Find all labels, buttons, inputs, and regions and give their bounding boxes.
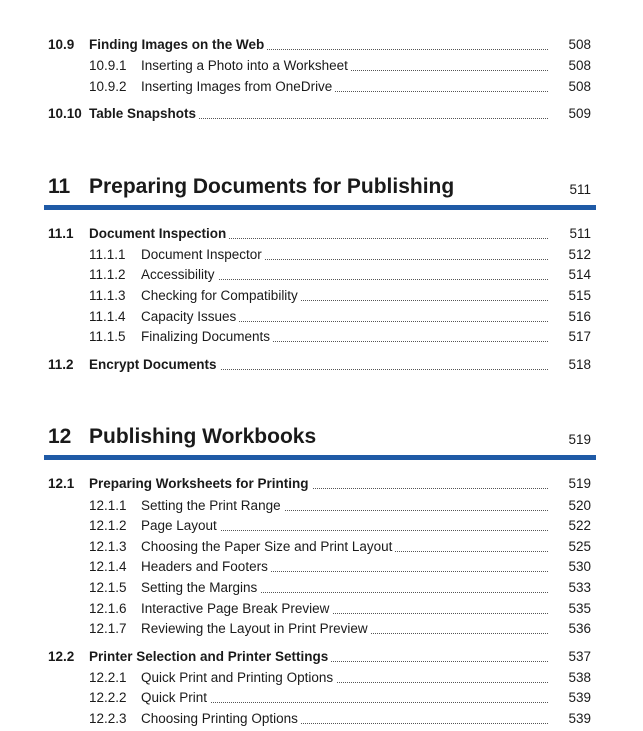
section-number: 12.2.1 (89, 670, 127, 685)
section-title: Page Layout (141, 518, 220, 533)
toc-entry-10-9-2[interactable] (0, 79, 643, 99)
section-title: Table Snapshots (89, 106, 199, 121)
page-number: 511 (569, 226, 591, 241)
section-title: Encrypt Documents (89, 357, 220, 372)
page-number: 519 (568, 476, 591, 491)
section-title: Preparing Worksheets for Printing (89, 476, 312, 491)
section-title: Inserting Images from OneDrive (141, 79, 335, 94)
page-number: 533 (568, 580, 591, 595)
section-number: 11.1.4 (89, 309, 126, 324)
section-title: Headers and Footers (141, 559, 271, 574)
section-title: Document Inspection (89, 226, 229, 241)
section-title: Accessibility (141, 267, 218, 282)
toc-entry-12-2-1[interactable] (0, 670, 643, 690)
page-number: 512 (568, 247, 591, 262)
section-number: 10.9 (48, 37, 75, 52)
page-number: 530 (568, 559, 591, 574)
toc-entry-11-1-5[interactable] (0, 329, 643, 349)
page-number: 536 (568, 621, 591, 636)
toc-entry-11-1-1[interactable] (0, 247, 643, 267)
page-number: 514 (568, 267, 591, 282)
page-number: 518 (568, 357, 591, 372)
toc-entry-12-1[interactable] (0, 476, 643, 496)
page-number: 522 (568, 518, 591, 533)
toc-entry-12-1-1[interactable] (0, 498, 643, 518)
section-title: Finding Images on the Web (89, 37, 267, 52)
toc-entry-11-2[interactable] (0, 357, 643, 377)
page-number: 538 (568, 670, 591, 685)
page-number: 511 (569, 182, 591, 197)
page-number: 508 (568, 58, 591, 73)
toc-entry-10-9-1[interactable] (0, 58, 643, 78)
section-number: 12.1 (48, 476, 75, 491)
section-number: 12.2 (48, 649, 75, 664)
section-title: Choosing the Paper Size and Print Layout (141, 539, 395, 554)
page-number: 525 (568, 539, 591, 554)
chapter-number: 11 (48, 175, 71, 198)
page-number: 539 (568, 690, 591, 705)
toc-entry-12-2[interactable] (0, 649, 643, 669)
chapter-heading-12[interactable] (0, 425, 643, 465)
page-number: 516 (568, 309, 591, 324)
chapter-title: Preparing Documents for Publishing (89, 175, 455, 198)
chapter-title: Publishing Workbooks (89, 425, 317, 448)
section-number: 12.2.3 (89, 711, 127, 726)
section-title: Choosing Printing Options (141, 711, 301, 726)
page-number: 535 (568, 601, 591, 616)
page-number: 520 (568, 498, 591, 513)
section-title: Quick Print and Printing Options (141, 670, 336, 685)
section-title: Setting the Margins (141, 580, 260, 595)
page-number: 508 (568, 37, 591, 52)
toc-entry-11-1-3[interactable] (0, 288, 643, 308)
toc-entry-11-1-4[interactable] (0, 309, 643, 329)
chapter-rule (44, 205, 596, 210)
section-number: 12.1.6 (89, 601, 127, 616)
section-number: 12.1.1 (89, 498, 127, 513)
section-number: 10.9.1 (89, 58, 127, 73)
section-title: Quick Print (141, 690, 210, 705)
section-title: Interactive Page Break Preview (141, 601, 332, 616)
toc-entry-12-2-2[interactable] (0, 690, 643, 710)
section-number: 10.9.2 (89, 79, 127, 94)
section-title: Document Inspector (141, 247, 265, 262)
toc-entry-12-1-5[interactable] (0, 580, 643, 600)
toc-entry-12-1-4[interactable] (0, 559, 643, 579)
section-number: 11.1.1 (89, 247, 126, 262)
toc-entry-10-10[interactable] (0, 106, 643, 126)
toc-entry-12-2-3[interactable] (0, 711, 643, 731)
section-title: Setting the Print Range (141, 498, 284, 513)
section-title: Checking for Compatibility (141, 288, 301, 303)
section-number: 10.10 (48, 106, 82, 121)
page-number: 515 (568, 288, 591, 303)
toc-entry-12-1-6[interactable] (0, 601, 643, 621)
section-title: Reviewing the Layout in Print Preview (141, 621, 371, 636)
page-number: 508 (568, 79, 591, 94)
page-number: 519 (568, 432, 591, 447)
section-number: 12.1.2 (89, 518, 127, 533)
section-title: Finalizing Documents (141, 329, 273, 344)
section-title: Inserting a Photo into a Worksheet (141, 58, 351, 73)
section-number: 11.1.5 (89, 329, 126, 344)
page-number: 517 (568, 329, 591, 344)
section-number: 12.1.3 (89, 539, 127, 554)
section-number: 11.2 (48, 357, 74, 372)
page-number: 539 (568, 711, 591, 726)
toc-entry-11-1-2[interactable] (0, 267, 643, 287)
section-number: 11.1.3 (89, 288, 126, 303)
section-number: 12.1.7 (89, 621, 127, 636)
toc-entry-12-1-2[interactable] (0, 518, 643, 538)
section-number: 11.1.2 (89, 267, 126, 282)
toc-entry-12-1-7[interactable] (0, 621, 643, 641)
page-number: 537 (568, 649, 591, 664)
section-number: 12.1.5 (89, 580, 127, 595)
chapter-number: 12 (48, 425, 72, 448)
chapter-rule (44, 455, 596, 460)
section-title: Printer Selection and Printer Settings (89, 649, 331, 664)
chapter-heading-11[interactable] (0, 175, 643, 215)
section-number: 11.1 (48, 226, 74, 241)
page-number: 509 (568, 106, 591, 121)
toc-entry-10-9[interactable] (0, 37, 643, 57)
section-number: 12.2.2 (89, 690, 127, 705)
section-title: Capacity Issues (141, 309, 239, 324)
section-number: 12.1.4 (89, 559, 127, 574)
toc-entry-11-1[interactable] (0, 226, 643, 246)
toc-entry-12-1-3[interactable] (0, 539, 643, 559)
